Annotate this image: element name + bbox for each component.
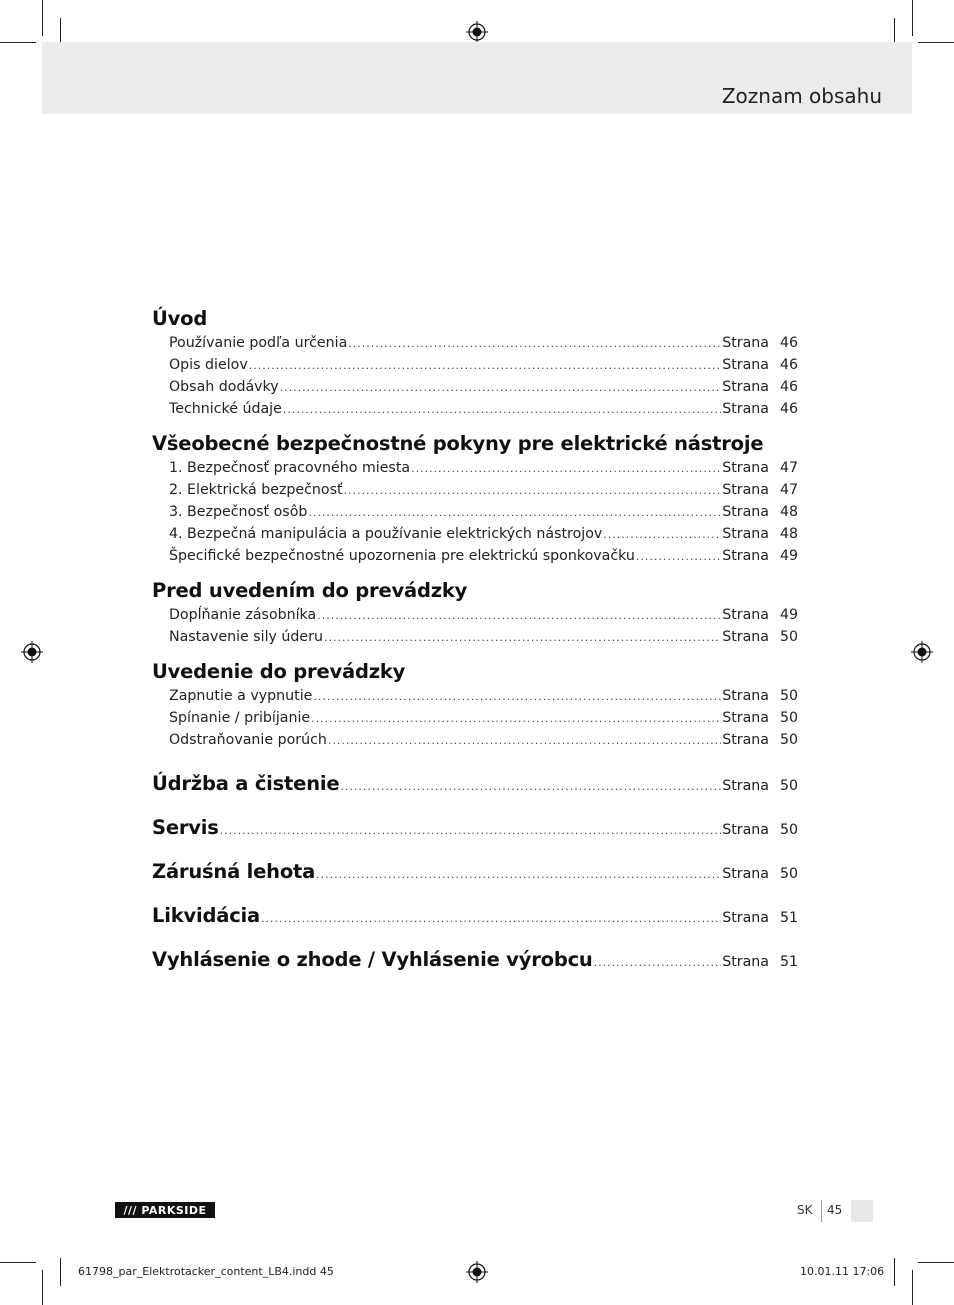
dot-leader bbox=[283, 399, 721, 421]
entry-title: 1. Bezpečnosť pracovného miesta bbox=[169, 460, 411, 476]
registration-mark-icon bbox=[466, 1261, 488, 1283]
crop-mark bbox=[918, 42, 954, 43]
entry-strana: Strana bbox=[722, 822, 769, 838]
entry-strana: Strana bbox=[722, 548, 769, 564]
entry-title: 2. Elektrická bezpečnosť bbox=[169, 482, 343, 498]
dot-leader bbox=[594, 941, 722, 985]
registration-mark-icon bbox=[911, 641, 933, 663]
entry-page: 47 bbox=[779, 460, 798, 476]
entry-page: 50 bbox=[779, 732, 798, 748]
slug-timestamp: 10.01.11 17:06 bbox=[800, 1265, 885, 1278]
entry-page: 46 bbox=[779, 401, 798, 417]
entry-title: Používanie podľa určenia bbox=[169, 335, 348, 351]
toc-section bbox=[152, 659, 798, 751]
entry-page: 46 bbox=[779, 335, 798, 351]
section-heading: Všeobecné bezpečnostné pokyny pre elektrické nástroje bbox=[152, 432, 764, 455]
table-of-contents bbox=[152, 306, 798, 982]
dot-leader bbox=[340, 765, 721, 809]
toc-entry[interactable] bbox=[152, 729, 798, 751]
registration-mark-icon bbox=[21, 641, 43, 663]
entry-title: Obsah dodávky bbox=[169, 379, 279, 395]
dot-leader bbox=[317, 605, 721, 627]
entry-title: Odstraňovanie porúch bbox=[169, 732, 327, 748]
toc-entry[interactable] bbox=[152, 332, 798, 354]
entry-page: 50 bbox=[779, 688, 798, 704]
entry-strana: Strana bbox=[722, 710, 769, 726]
section-heading: Pred uvedením do prevádzky bbox=[152, 579, 468, 602]
entry-title: Nastavenie sily úderu bbox=[169, 629, 323, 645]
toc-entry[interactable] bbox=[152, 354, 798, 376]
page-title: Zoznam obsahu bbox=[721, 84, 882, 108]
section-heading: Úvod bbox=[152, 307, 208, 330]
dot-leader bbox=[313, 686, 721, 708]
toc-entry[interactable] bbox=[152, 604, 798, 626]
dot-leader bbox=[316, 853, 721, 897]
entry-page: 48 bbox=[779, 526, 798, 542]
parkside-logo: /// PARKSIDE bbox=[115, 1202, 215, 1218]
toc-entry[interactable] bbox=[152, 685, 798, 707]
crop-mark bbox=[912, 1270, 913, 1305]
entry-title: Vyhlásenie o zhode / Vyhlásenie výrobcu bbox=[152, 948, 593, 971]
toc-entry[interactable] bbox=[152, 523, 798, 545]
entry-page: 50 bbox=[779, 778, 798, 794]
entry-strana: Strana bbox=[722, 866, 769, 882]
entry-page: 51 bbox=[779, 954, 798, 970]
toc-section bbox=[152, 431, 798, 567]
entry-title: Špecifické bezpečnostné upozornenia pre elektrickú sponkovačku bbox=[169, 548, 635, 564]
entry-page: 49 bbox=[779, 548, 798, 564]
slug-filename: 61798_par_Elektrotacker_content_LB4.indd 45 bbox=[78, 1265, 334, 1278]
toc-entry[interactable] bbox=[152, 479, 798, 501]
entry-strana: Strana bbox=[722, 629, 769, 645]
toc-entry[interactable] bbox=[152, 545, 798, 567]
toc-main-entry[interactable] bbox=[152, 894, 798, 938]
dot-leader bbox=[249, 355, 721, 377]
entry-title: Likvidácia bbox=[152, 904, 260, 927]
entry-title: Servis bbox=[152, 816, 219, 839]
crop-mark bbox=[60, 1258, 61, 1286]
crop-mark bbox=[0, 1262, 36, 1263]
toc-main-entry[interactable] bbox=[152, 762, 798, 806]
crop-mark bbox=[894, 1258, 895, 1286]
entry-strana: Strana bbox=[722, 778, 769, 794]
toc-entry[interactable] bbox=[152, 707, 798, 729]
crop-mark bbox=[0, 42, 36, 43]
dot-leader bbox=[308, 502, 721, 524]
crop-mark bbox=[42, 0, 43, 36]
entry-strana: Strana bbox=[722, 357, 769, 373]
dot-leader bbox=[220, 809, 722, 853]
toc-entry[interactable] bbox=[152, 376, 798, 398]
entry-title: Záruśná lehota bbox=[152, 860, 316, 883]
entry-strana: Strana bbox=[722, 607, 769, 623]
entry-page: 50 bbox=[779, 822, 798, 838]
entry-strana: Strana bbox=[722, 482, 769, 498]
dot-leader bbox=[636, 546, 721, 568]
entry-title: Technické údaje bbox=[169, 401, 282, 417]
entry-title: Dopĺňanie zásobníka bbox=[169, 607, 317, 623]
entry-strana: Strana bbox=[722, 401, 769, 417]
language-code: SK bbox=[797, 1203, 813, 1217]
entry-title: Spínanie / pribíjanie bbox=[169, 710, 311, 726]
entry-strana: Strana bbox=[722, 526, 769, 542]
entry-strana: Strana bbox=[722, 732, 769, 748]
entry-page: 50 bbox=[779, 866, 798, 882]
entry-strana: Strana bbox=[722, 910, 769, 926]
toc-section bbox=[152, 306, 798, 420]
dot-leader bbox=[280, 377, 722, 399]
page-number: 45 bbox=[827, 1203, 843, 1217]
toc-entry[interactable] bbox=[152, 626, 798, 648]
dot-leader bbox=[311, 708, 721, 730]
entry-page: 50 bbox=[779, 710, 798, 726]
entry-strana: Strana bbox=[722, 504, 769, 520]
entry-page: 46 bbox=[779, 357, 798, 373]
dot-leader bbox=[411, 458, 721, 480]
entry-title: 4. Bezpečná manipulácia a používanie elektrických nástrojov bbox=[169, 526, 603, 542]
entry-strana: Strana bbox=[722, 335, 769, 351]
crop-mark bbox=[918, 1262, 954, 1263]
toc-main-entry[interactable] bbox=[152, 850, 798, 894]
entry-page: 49 bbox=[779, 607, 798, 623]
toc-entry[interactable] bbox=[152, 501, 798, 523]
crop-mark bbox=[42, 1270, 43, 1305]
toc-main-entry[interactable] bbox=[152, 938, 798, 982]
entry-strana: Strana bbox=[722, 460, 769, 476]
section-heading: Uvedenie do prevádzky bbox=[152, 660, 406, 683]
dot-leader bbox=[348, 333, 721, 355]
entry-title: Údržba a čistenie bbox=[152, 772, 340, 795]
dot-leader bbox=[603, 524, 721, 546]
toc-section bbox=[152, 578, 798, 648]
footer-tab bbox=[851, 1200, 873, 1222]
dot-leader bbox=[261, 897, 721, 941]
entry-page: 48 bbox=[779, 504, 798, 520]
entry-page: 50 bbox=[779, 629, 798, 645]
entry-title: 3. Bezpečnosť osôb bbox=[169, 504, 308, 520]
dot-leader bbox=[344, 480, 722, 502]
dot-leader bbox=[328, 730, 721, 752]
crop-mark bbox=[912, 0, 913, 36]
entry-page: 47 bbox=[779, 482, 798, 498]
entry-title: Zapnutie a vypnutie bbox=[169, 688, 313, 704]
entry-strana: Strana bbox=[722, 954, 769, 970]
toc-entry[interactable] bbox=[152, 398, 798, 420]
entry-page: 51 bbox=[779, 910, 798, 926]
entry-page: 46 bbox=[779, 379, 798, 395]
toc-main-entry[interactable] bbox=[152, 806, 798, 850]
registration-mark-icon bbox=[466, 21, 488, 43]
dot-leader bbox=[324, 627, 721, 649]
entry-title: Opis dielov bbox=[169, 357, 248, 373]
footer-divider bbox=[821, 1200, 822, 1222]
entry-strana: Strana bbox=[722, 688, 769, 704]
toc-entry[interactable] bbox=[152, 457, 798, 479]
entry-strana: Strana bbox=[722, 379, 769, 395]
